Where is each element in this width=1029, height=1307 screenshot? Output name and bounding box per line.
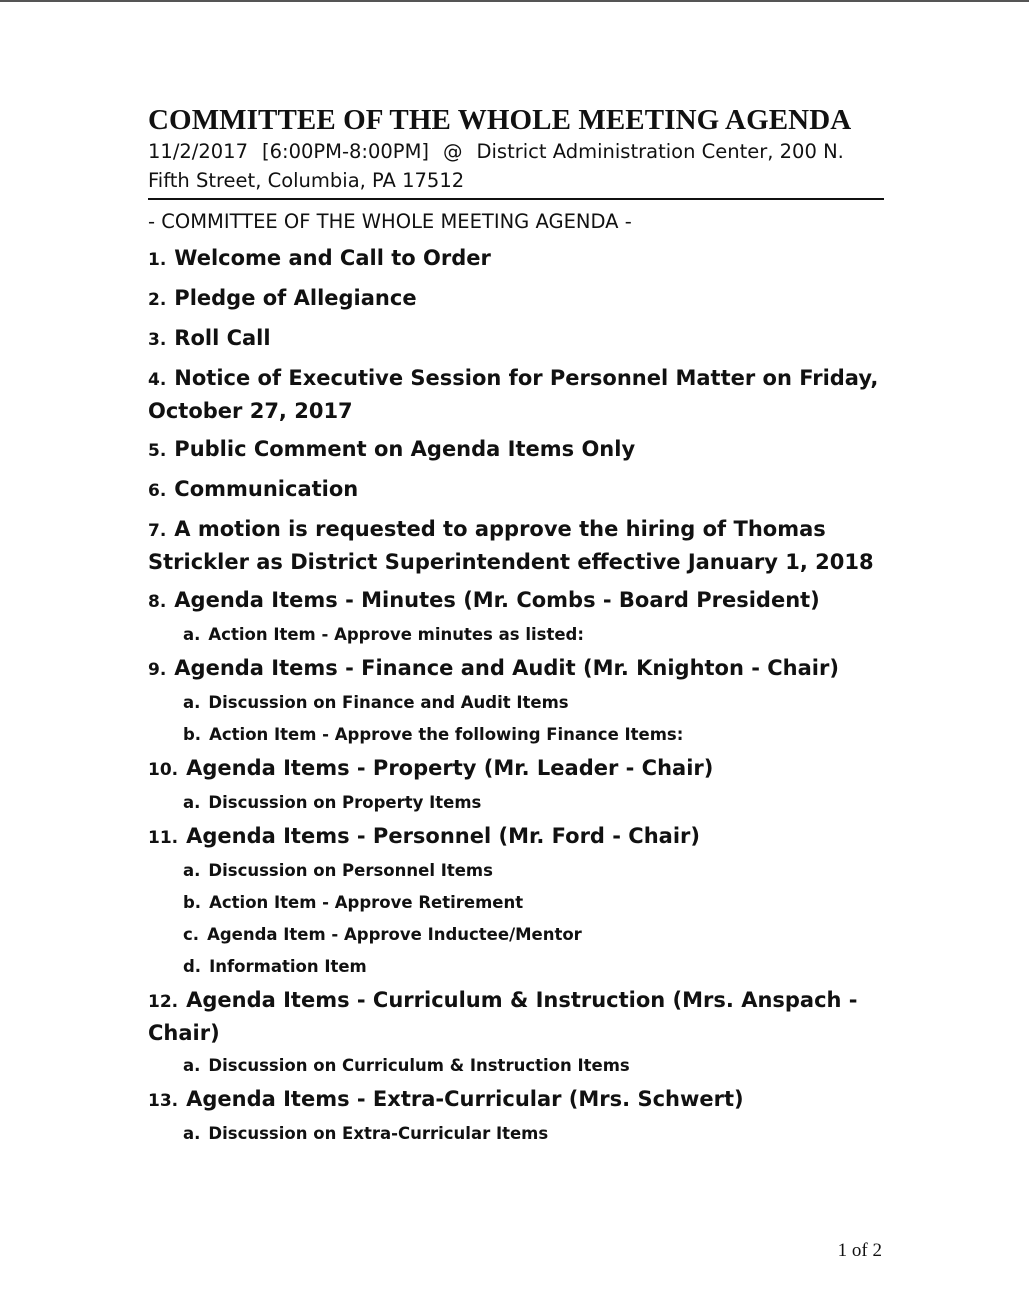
agenda-subitem (183, 624, 884, 646)
agenda-subitem-letter: a. (183, 693, 201, 712)
agenda-item-text: Agenda Items - Extra-Curricular (Mrs. Schwert) (186, 1087, 744, 1111)
agenda-subitem-letter: a. (183, 861, 201, 880)
agenda-subitem (183, 1123, 884, 1145)
agenda-subitem (183, 860, 884, 882)
agenda-item-number: 12. (148, 992, 179, 1012)
agenda-subitem-text: Discussion on Property Items (208, 793, 482, 812)
agenda-item-number: 8. (148, 592, 167, 612)
agenda-item (148, 243, 884, 276)
page-number: 1 of 2 (837, 1240, 882, 1261)
agenda-subitem-text: Discussion on Finance and Audit Items (208, 693, 569, 712)
meeting-location-line2: Fifth Street, Columbia, PA 17512 (148, 169, 465, 192)
agenda-item-text: Roll Call (174, 326, 271, 350)
agenda-item-number: 7. (148, 521, 167, 541)
agenda-subitem (183, 892, 884, 914)
agenda-subitem (183, 924, 884, 946)
agenda-subitem (183, 724, 884, 746)
agenda-item (148, 985, 884, 1049)
at-symbol: @ (443, 140, 463, 163)
meeting-date: 11/2/2017 (148, 140, 248, 163)
agenda-item-text: Agenda Items - Minutes (Mr. Combs - Board President) (174, 588, 820, 612)
agenda-subitem-letter: b. (183, 725, 202, 744)
meeting-time: [6:00PM-8:00PM] (262, 140, 429, 163)
agenda-subitem-letter: a. (183, 625, 201, 644)
agenda-item (148, 653, 884, 686)
agenda-subitem (183, 692, 884, 714)
agenda-item-text: Welcome and Call to Order (174, 246, 491, 270)
agenda-item-number: 4. (148, 370, 167, 390)
agenda-subitem-letter: d. (183, 957, 202, 976)
agenda-subitem-letter: a. (183, 793, 201, 812)
agenda-item-text: Pledge of Allegiance (174, 286, 417, 310)
agenda-item-text: Communication (174, 477, 359, 501)
agenda-item-number: 10. (148, 760, 179, 780)
agenda-page (148, 103, 884, 1145)
agenda-subitem-letter: c. (183, 925, 200, 944)
agenda-subitem-text: Action Item - Approve minutes as listed: (208, 625, 584, 644)
agenda-item (148, 323, 884, 356)
agenda-item (148, 1084, 884, 1117)
agenda-item (148, 753, 884, 786)
agenda-item-text: Agenda Items - Finance and Audit (Mr. Knighton - Chair) (174, 656, 839, 680)
agenda-subitem-text: Discussion on Personnel Items (208, 861, 493, 880)
agenda-item-text: Agenda Items - Property (Mr. Leader - Chair) (186, 756, 714, 780)
agenda-subitem-letter: a. (183, 1124, 201, 1143)
agenda-subitem (183, 1055, 884, 1077)
agenda-item-text: Agenda Items - Curriculum & Instruction (Mrs. Anspach - Chair) (148, 988, 858, 1045)
section-header: - COMMITTEE OF THE WHOLE MEETING AGENDA - (148, 210, 632, 233)
agenda-subitem-letter: b. (183, 893, 202, 912)
agenda-subitem (183, 956, 884, 978)
agenda-item (148, 434, 884, 467)
agenda-subitem-letter: a. (183, 1056, 201, 1075)
agenda-item-number: 13. (148, 1091, 179, 1111)
agenda-item-text: Notice of Executive Session for Personnel Matter on Friday, October 27, 2017 (148, 366, 879, 423)
agenda-item-text: Agenda Items - Personnel (Mr. Ford - Chair) (186, 824, 700, 848)
agenda-subitem-text: Agenda Item - Approve Inductee/Mentor (207, 925, 582, 944)
agenda-item-number: 11. (148, 828, 179, 848)
agenda-subitem-text: Information Item (209, 957, 367, 976)
agenda-list (148, 243, 884, 1145)
agenda-subitem-text: Action Item - Approve the following Finance Items: (209, 725, 684, 744)
agenda-subitem-text: Action Item - Approve Retirement (209, 893, 524, 912)
document-title: COMMITTEE OF THE WHOLE MEETING AGENDA (148, 104, 852, 136)
agenda-item-text: A motion is requested to approve the hiring of Thomas Strickler as District Superintendent effective January 1, 2018 (148, 517, 874, 574)
meeting-location-line1: District Administration Center, 200 N. (476, 140, 844, 163)
agenda-item-text: Public Comment on Agenda Items Only (174, 437, 636, 461)
agenda-item-number: 1. (148, 250, 167, 270)
agenda-subitem-text: Discussion on Curriculum & Instruction Items (208, 1056, 630, 1075)
agenda-item (148, 474, 884, 507)
agenda-item-number: 5. (148, 441, 167, 461)
meeting-details (148, 137, 884, 200)
agenda-item (148, 363, 884, 427)
agenda-subitem-text: Discussion on Extra-Curricular Items (208, 1124, 549, 1143)
agenda-item (148, 821, 884, 854)
agenda-item (148, 283, 884, 316)
agenda-item (148, 585, 884, 618)
agenda-item-number: 9. (148, 660, 167, 680)
agenda-item (148, 514, 884, 578)
agenda-item-number: 2. (148, 290, 167, 310)
agenda-subitem (183, 792, 884, 814)
top-border-rule (0, 0, 1029, 2)
agenda-item-number: 6. (148, 481, 167, 501)
agenda-item-number: 3. (148, 330, 167, 350)
